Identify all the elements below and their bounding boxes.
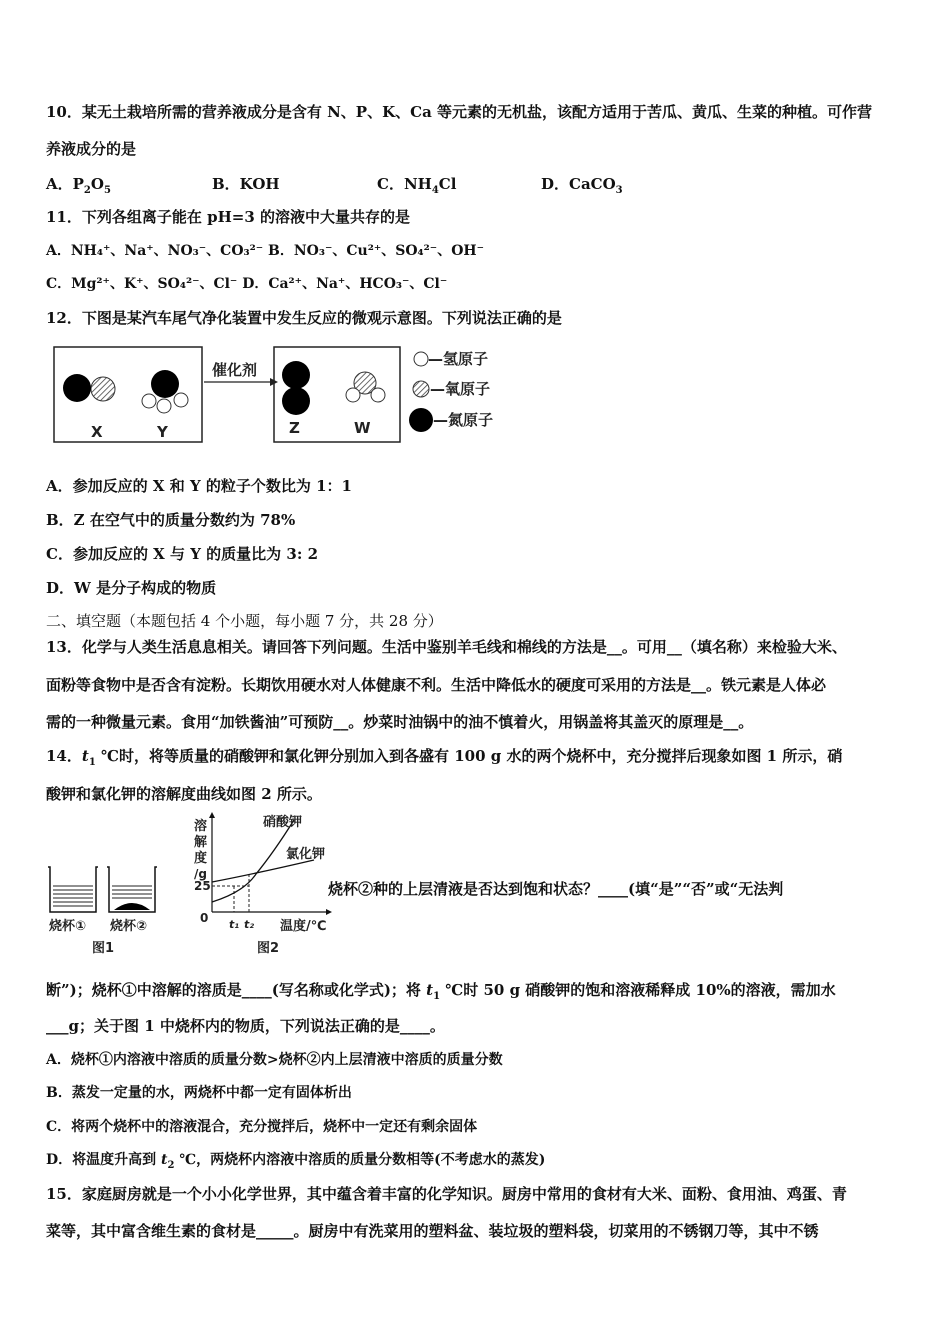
- q12-stem: 12．下图是某汽车尾气净化装置中发生反应的微观示意图。下列说法正确的是: [46, 309, 562, 327]
- q14-option-d: D．将温度升高到 $t_2$ ℃，两烧杯内溶液中溶质的质量分数相等(不考虑水的蒸发): [46, 1152, 546, 1171]
- legend-hydrogen: —氢原子: [428, 350, 489, 368]
- origin-label: 0: [200, 911, 209, 925]
- molecule-z: [282, 361, 310, 415]
- q13-line2: 面粉等食物中是否含有淀粉。长期饮用硬水对人体健康不利。生活中降低水的硬度可采用的方法是__。铁元素是人体必: [46, 676, 827, 694]
- q15-line2: 菜等，其中富含维生素的食材是_____。厨房中有洗菜用的塑料盆、装垃圾的塑料袋，切菜用的不锈钢刀等，其中不锈: [46, 1222, 819, 1240]
- legend-oxygen-icon: [413, 381, 429, 397]
- curve-kno3-label: 硝酸钾: [263, 815, 303, 830]
- label-z: Z: [289, 419, 300, 437]
- legend-nitrogen: —氮原子: [433, 411, 494, 429]
- reaction-diagram: [50, 343, 510, 448]
- curve-kcl-label: 氯化钾: [286, 847, 326, 862]
- q14-line1: 14．$t_1$ ℃时，将等质量的硝酸钾和氯化钾分别加入到各盛有 100 g 水的两个烧杯中，充分搅拌后现象如图 1 所示，硝: [46, 747, 843, 768]
- fig1-caption: 图1: [92, 941, 115, 956]
- section-2-heading: 二、填空题（本题包括 4 个小题，每小题 7 分，共 28 分）: [46, 612, 443, 630]
- y-axis-label-2: 解: [194, 835, 208, 850]
- y-axis-label-4: /g: [194, 867, 207, 881]
- q12-option-c: C．参加反应的 X 与 Y 的质量比为 3: 2: [46, 545, 319, 563]
- q10-stem-line2: 养液成分的是: [46, 140, 137, 158]
- beaker-2-label: 烧杯②: [110, 919, 148, 934]
- beaker-2: [107, 867, 157, 912]
- q14-side-question: 烧杯②种的上层清液是否达到饱和状态？____(填“是”“否”或“无法判: [328, 880, 784, 898]
- molecule-w: [346, 372, 385, 402]
- curve-kno3: [212, 820, 294, 902]
- y-axis-label-1: 溶: [194, 819, 208, 834]
- q13-line3: 需的一种微量元素。食用“加铁酱油”可预防__。炒菜时油锅中的油不慎着火，用锅盖将其盖灭的原理是__。: [46, 713, 754, 731]
- q14-option-a: A．烧杯①内溶液中溶质的质量分数>烧杯②内上层清液中溶质的质量分数: [46, 1052, 503, 1068]
- q14-option-c: C．将两个烧杯中的溶液混合，充分搅拌后，烧杯中一定还有剩余固体: [46, 1119, 478, 1135]
- q10-stem-line1: 10．某无土栽培所需的营养液成分是含有 N、P、K、Ca 等元素的无机盐，该配方适用于苦瓜、黄瓜、生菜的种植。可作营: [46, 103, 873, 121]
- beaker-1: [48, 867, 98, 912]
- q14-option-b: B．蒸发一定量的水，两烧杯中都一定有固体析出: [46, 1085, 352, 1101]
- legend-oxygen: —氧原子: [430, 380, 491, 398]
- t1-tick: t₁: [229, 918, 240, 931]
- q10-option-c: C．$NH_4Cl$: [377, 175, 457, 196]
- fig2-caption: 图2: [257, 941, 280, 956]
- solubility-chart: [194, 812, 332, 956]
- curve-kcl: [212, 860, 314, 882]
- beaker-1-label: 烧杯①: [49, 919, 87, 934]
- y-tick-25: 25: [194, 879, 211, 893]
- q12-option-d: D．W 是分子构成的物质: [46, 579, 217, 597]
- q11-stem: 11．下列各组离子能在 pH=3 的溶液中大量共存的是: [46, 208, 410, 226]
- q14-line3: 断”)；烧杯①中溶解的溶质是____(写名称或化学式)；将 $t_1$ ℃时 50 g 硝酸钾的饱和溶液稀释成 10%的溶液，需加水: [46, 981, 836, 1002]
- label-w: W: [354, 419, 371, 437]
- t2-tick: t₂: [244, 918, 255, 931]
- q12-option-b: B．Z 在空气中的质量分数约为 78%: [46, 511, 296, 529]
- q14-line4: ___g；关于图 1 中烧杯内的物质，下列说法正确的是____。: [46, 1017, 445, 1035]
- x-axis-label: 温度/℃: [280, 919, 327, 934]
- y-axis-label-3: 度: [194, 851, 208, 866]
- q11-options-ab: A．NH₄⁺、Na⁺、NO₃⁻、CO₃²⁻ B．NO₃⁻、Cu²⁺、SO₄²⁻、OH⁻: [46, 243, 485, 259]
- legend-hydrogen-icon: [414, 352, 428, 366]
- q14-line2: 酸钾和氯化钾的溶解度曲线如图 2 所示。: [46, 785, 322, 803]
- label-x: X: [91, 423, 103, 441]
- q11-options-cd: C．Mg²⁺、K⁺、SO₄²⁻、Cl⁻ D．Ca²⁺、Na⁺、HCO₃⁻、Cl⁻: [46, 276, 448, 292]
- q15-line1: 15．家庭厨房就是一个小小化学世界，其中蕴含着丰富的化学知识。厨房中常用的食材有大米、面粉、食用油、鸡蛋、青: [46, 1185, 847, 1203]
- q13-line1: 13．化学与人类生活息息相关。请回答下列问题。生活中鉴别羊毛线和棉线的方法是__。可用__（填名称）来检验大米、: [46, 638, 847, 656]
- molecule-y: [142, 370, 188, 413]
- q10-option-d: D．CaCO$_3$: [541, 175, 623, 196]
- q12-option-a: A．参加反应的 X 和 Y 的粒子个数比为 1：1: [46, 477, 352, 495]
- catalyst-label: 催化剂: [212, 361, 258, 379]
- q10-option-a: A．$P_2O_5$: [46, 175, 111, 196]
- label-y: Y: [157, 423, 168, 441]
- undissolved-solid: [114, 903, 150, 910]
- legend-nitrogen-icon: [409, 408, 433, 432]
- solubility-figure: [44, 812, 344, 962]
- molecule-x: [63, 374, 115, 402]
- q10-option-b: B．KOH: [212, 175, 280, 193]
